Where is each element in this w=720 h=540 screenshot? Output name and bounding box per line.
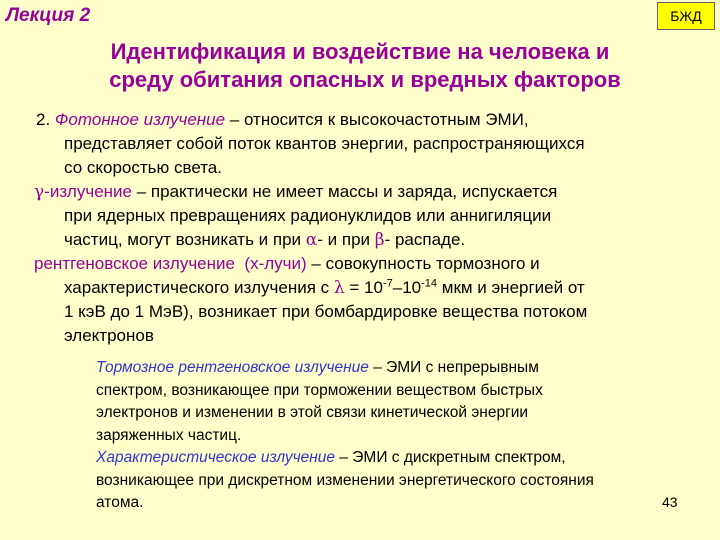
exponent-1: -7 — [382, 277, 393, 290]
gamma-symbol: γ — [34, 182, 45, 202]
alpha-symbol: α — [305, 230, 318, 250]
brems-line-3: электронов и изменении в этой связи кинетической энергии — [96, 404, 529, 421]
item2-line-1 — [36, 108, 706, 132]
xray-line-2-b: = 10 — [349, 278, 383, 297]
subject-badge: БЖД — [657, 2, 715, 30]
xray-term: рентгеновское излучение (х-лучи) — [34, 254, 307, 273]
xray-line-1 — [34, 252, 706, 276]
item2-number: 2. — [36, 110, 51, 129]
xray-line-4: электронов — [64, 326, 154, 345]
xray-line-3: 1 кэВ до 1 МэВ), возникает при бомбардировке вещества потоком — [64, 302, 588, 321]
gamma-line-2: при ядерных превращениях радионуклидов или аннигиляции — [64, 206, 552, 225]
characteristic-line-1-rest: – ЭМИ с дискретным спектром, — [339, 449, 566, 466]
xray-line-2-a: характеристического излучения с — [64, 278, 330, 297]
beta-symbol: β — [374, 230, 385, 250]
brems-line-1 — [96, 357, 676, 380]
characteristic-line-2: возникающее при дискретном изменении энергетического состояния — [96, 471, 594, 489]
item2-line-2: представляет собой поток квантов энергии, распространяющихся — [64, 134, 585, 153]
item2-line-1-rest: – относится к высокочастотным ЭМИ, — [229, 110, 529, 129]
gamma-line-3-b: - и при — [317, 230, 371, 249]
characteristic-line-3: атома. — [96, 494, 144, 511]
gamma-term: -излучение — [44, 182, 133, 201]
characteristic-term: Характеристическое излучение — [96, 449, 336, 466]
slide-title — [0, 38, 720, 94]
gamma-line-3-c: - распаде. — [384, 230, 466, 249]
item2-term: Фотонное излучение — [54, 110, 226, 129]
item2-line-3: со скоростью света. — [64, 158, 222, 177]
title-line-1: Идентификация и воздействие на человека и — [110, 39, 610, 64]
xray-line-2-d: мкм и энергией от — [441, 278, 585, 297]
exponent-2: -14 — [421, 277, 438, 290]
brems-line-4: заряженных частиц. — [96, 426, 242, 444]
xray-line-2-c: –10 — [392, 278, 422, 297]
gamma-line-1-rest: – практически не имеет массы и заряда, испускается — [136, 182, 558, 201]
xray-line-2 — [36, 276, 706, 300]
title-line-2: среду обитания опасных и вредных факторов — [109, 67, 621, 92]
sub-content — [96, 357, 676, 515]
gamma-line-1 — [34, 180, 706, 204]
page-number: 43 — [662, 494, 678, 510]
lecture-label: Лекция 2 — [6, 5, 91, 26]
brems-term: Тормозное рентгеновское излучение — [96, 359, 369, 376]
main-content — [36, 108, 706, 348]
brems-line-2: спектром, возникающее при торможении веществом быстрых — [96, 381, 543, 399]
lambda-symbol: λ — [333, 278, 345, 298]
gamma-line-3-a: частиц, могут возникать и при — [64, 230, 302, 249]
brems-line-1-rest: – ЭМИ с непрерывным — [373, 359, 539, 376]
gamma-line-3 — [36, 228, 706, 252]
xray-line-1-rest: – совокупность тормозного и — [311, 254, 540, 273]
characteristic-line-1 — [96, 447, 676, 470]
